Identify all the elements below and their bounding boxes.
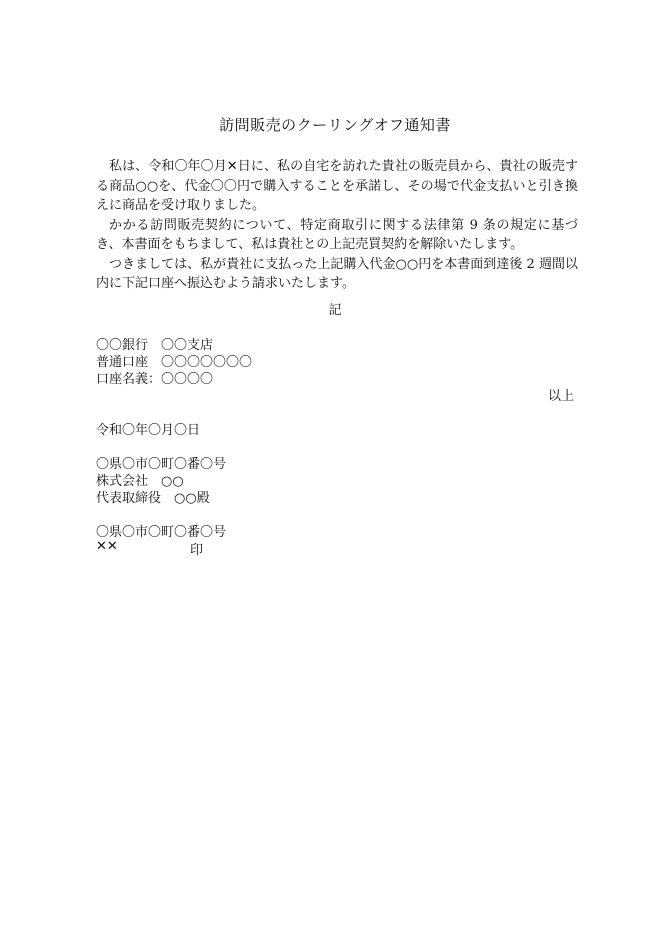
sender-address: 〇県〇市〇町〇番〇号: [96, 525, 227, 540]
recipient-representative: 代表取締役 ○○殿: [96, 491, 210, 506]
bank-account-holder: 口座名義：〇〇〇〇: [96, 372, 214, 387]
document-date: 令和〇年〇月〇日: [96, 423, 201, 438]
document-title: 訪問販売のクーリングオフ通知書: [219, 116, 451, 134]
paragraph-cancellation: かかる訪問販売契約について、特定商取引に関する法律第 9 条の規定に基づき、本書面をもちまして、私は貴社との上記売買契約を解除いたします。: [96, 217, 578, 252]
recipient-company: 株式会社 ○○: [96, 474, 184, 489]
ijo-closing: 以上: [547, 389, 574, 404]
paragraph-refund-request: つきましては、私が貴社に支払った上記購入代金○○円を本書面到達後 2 週間以内に下記口座へ振込むよう請求いたします。: [96, 256, 578, 291]
recipient-address: 〇県〇市〇町〇番〇号: [96, 457, 227, 472]
paragraph-purchase: 私は、令和〇年〇月✕日に、私の自宅を訪れた貴社の販売員から、貴社の販売する商品○○を、代金〇〇円で購入することを承諾し、その場で代金支払いと引き換えに商品を受け取りました。: [96, 159, 578, 213]
document-body: [96, 157, 578, 294]
ki-heading: 記: [328, 303, 342, 318]
seal-mark: 印: [190, 543, 204, 558]
bank-branch: 〇〇銀行 〇〇支店: [96, 338, 214, 353]
bank-account-number: 普通口座 〇〇〇〇〇〇〇: [96, 355, 253, 370]
sender-name: ✕✕: [96, 539, 118, 554]
